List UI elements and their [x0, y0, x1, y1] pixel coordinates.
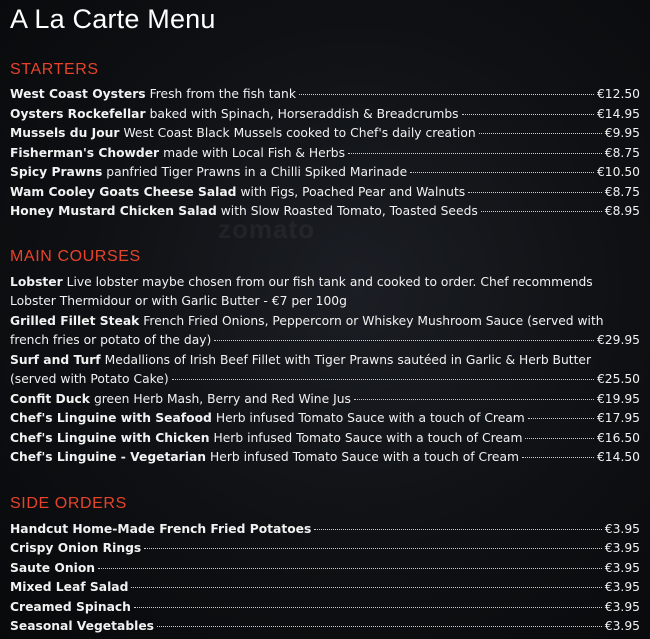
dot-leader: [410, 172, 594, 173]
menu-item-fillet-steak: [10, 312, 640, 351]
item-name: Lobster: [10, 274, 63, 289]
menu-title: A La Carte Menu: [10, 4, 216, 34]
item-name: Saute Onion: [10, 560, 96, 575]
menu-item: [10, 429, 640, 449]
main-courses-simple-list: [10, 390, 640, 468]
menu-item: [10, 202, 640, 222]
menu-item-lobster: [10, 273, 640, 312]
item-price: €19.95: [596, 391, 640, 406]
item-price: €3.95: [604, 580, 640, 594]
item-price: €3.95: [604, 521, 640, 536]
item-description-cont: (served with Potato Cake): [10, 372, 169, 386]
menu-item: [10, 144, 640, 164]
dot-leader: [348, 153, 602, 154]
item-description-cont: Lobster Thermidour or with Garlic Butter - €7 per 100g: [10, 294, 347, 308]
item-description: with Figs, Poached Pear and Walnuts: [240, 184, 466, 199]
item-price: €8.75: [604, 184, 640, 199]
dot-leader: [214, 340, 594, 341]
item-price: €14.50: [596, 450, 640, 464]
item-price: €3.95: [604, 619, 640, 633]
item-price: €12.50: [596, 87, 640, 101]
dot-leader: [314, 529, 601, 530]
item-description: Herb infused Tomato Sauce with a touch of Cream: [210, 450, 519, 464]
item-description: Herb infused Tomato Sauce with a touch of Cream: [215, 411, 525, 425]
dot-leader: [299, 94, 594, 95]
menu-item: [10, 617, 640, 637]
item-name: Chef's Linguine with Chicken: [10, 430, 210, 445]
starters-list: [10, 85, 640, 222]
item-description: green Herb Mash, Berry and Red Wine Jus: [93, 391, 351, 406]
item-price: €25.50: [596, 372, 640, 386]
menu-item: [10, 163, 640, 183]
item-description: baked with Spinach, Horseraddish & Breadcrumbs: [149, 106, 459, 121]
item-price: €8.75: [604, 145, 640, 160]
dot-leader: [462, 114, 594, 115]
item-description: panfried Tiger Prawns in a Chilli Spiked Marinade: [106, 165, 408, 179]
section-heading-side-orders: SIDE ORDERS: [10, 494, 127, 512]
item-price: €3.95: [604, 560, 640, 575]
item-description-cont: french fries or potato of the day): [10, 333, 212, 347]
item-name: Fisherman's Chowder: [10, 145, 160, 160]
menu-item: [10, 105, 640, 125]
menu-item: [10, 183, 640, 203]
item-name: Surf and Turf: [10, 352, 101, 367]
item-price: €8.95: [604, 204, 640, 218]
item-name: Honey Mustard Chicken Salad: [10, 204, 217, 218]
item-name: Chef's Linguine - Vegetarian: [10, 450, 207, 464]
item-description: Herb infused Tomato Sauce with a touch of Cream: [213, 430, 523, 445]
item-name: Oysters Rockefellar: [10, 106, 146, 121]
watermark: zomato: [218, 214, 315, 244]
item-price: €29.95: [596, 333, 640, 347]
item-price: €17.95: [596, 411, 640, 425]
dot-leader: [98, 568, 602, 569]
menu-item: [10, 559, 640, 579]
item-price: €14.95: [596, 106, 640, 121]
item-name: Crispy Onion Rings: [10, 541, 142, 555]
item-price: €9.95: [604, 126, 640, 140]
item-name: Wam Cooley Goats Cheese Salad: [10, 184, 237, 199]
item-description: made with Local Fish & Herbs: [163, 145, 345, 160]
menu-item: [10, 578, 640, 598]
item-name: Confit Duck: [10, 391, 90, 406]
item-price: €3.95: [604, 541, 640, 555]
item-description: French Fried Onions, Peppercorn or Whiskey Mushroom Sauce (served with: [143, 313, 604, 328]
item-name: Chef's Linguine with Seafood: [10, 411, 212, 425]
item-description: Fresh from the fish tank: [149, 87, 296, 101]
item-description: with Slow Roasted Tomato, Toasted Seeds: [220, 204, 478, 218]
menu-item: [10, 390, 640, 410]
item-name: Mussels du Jour: [10, 126, 120, 140]
menu-item-surf-and-turf: [10, 351, 640, 390]
menu-item: [10, 520, 640, 540]
dot-leader: [172, 379, 594, 380]
dot-leader: [481, 211, 602, 212]
section-heading-starters: STARTERS: [10, 61, 99, 78]
dot-leader: [468, 192, 602, 193]
item-name: Handcut Home-Made French Fried Potatoes: [10, 521, 312, 536]
item-name: Mixed Leaf Salad: [10, 580, 129, 594]
dot-leader: [131, 587, 601, 588]
menu-item: [10, 448, 640, 468]
item-price: €16.50: [596, 430, 640, 445]
dot-leader: [134, 607, 602, 608]
menu-item: [10, 124, 640, 144]
menu-item: [10, 539, 640, 559]
item-name: Creamed Spinach: [10, 599, 131, 614]
item-description: Live lobster maybe chosen from our fish tank and cooked to order. Chef recommends: [66, 274, 593, 289]
item-name: West Coast Oysters: [10, 87, 146, 101]
main-courses-list: [10, 273, 640, 468]
item-name: Grilled Fillet Steak: [10, 313, 140, 328]
item-name: Seasonal Vegetables: [10, 619, 154, 633]
item-description: Medallions of Irish Beef Fillet with Tiger Prawns sautéed in Garlic & Herb Butter: [104, 352, 592, 367]
dot-leader: [522, 457, 594, 458]
dot-leader: [144, 548, 602, 549]
section-heading-main-courses: MAIN COURSES: [10, 247, 141, 265]
menu-item: [10, 85, 640, 105]
dot-leader: [354, 399, 594, 400]
item-price: €10.50: [596, 165, 640, 179]
dot-leader: [528, 418, 594, 419]
dot-leader: [525, 438, 594, 439]
item-description: West Coast Black Mussels cooked to Chef's daily creation: [123, 126, 476, 140]
side-orders-list: [10, 520, 640, 637]
item-name: Spicy Prawns: [10, 165, 103, 179]
dot-leader: [157, 626, 602, 627]
menu-item: [10, 409, 640, 429]
menu-item: [10, 598, 640, 618]
dot-leader: [479, 133, 602, 134]
item-price: €3.95: [604, 599, 640, 614]
